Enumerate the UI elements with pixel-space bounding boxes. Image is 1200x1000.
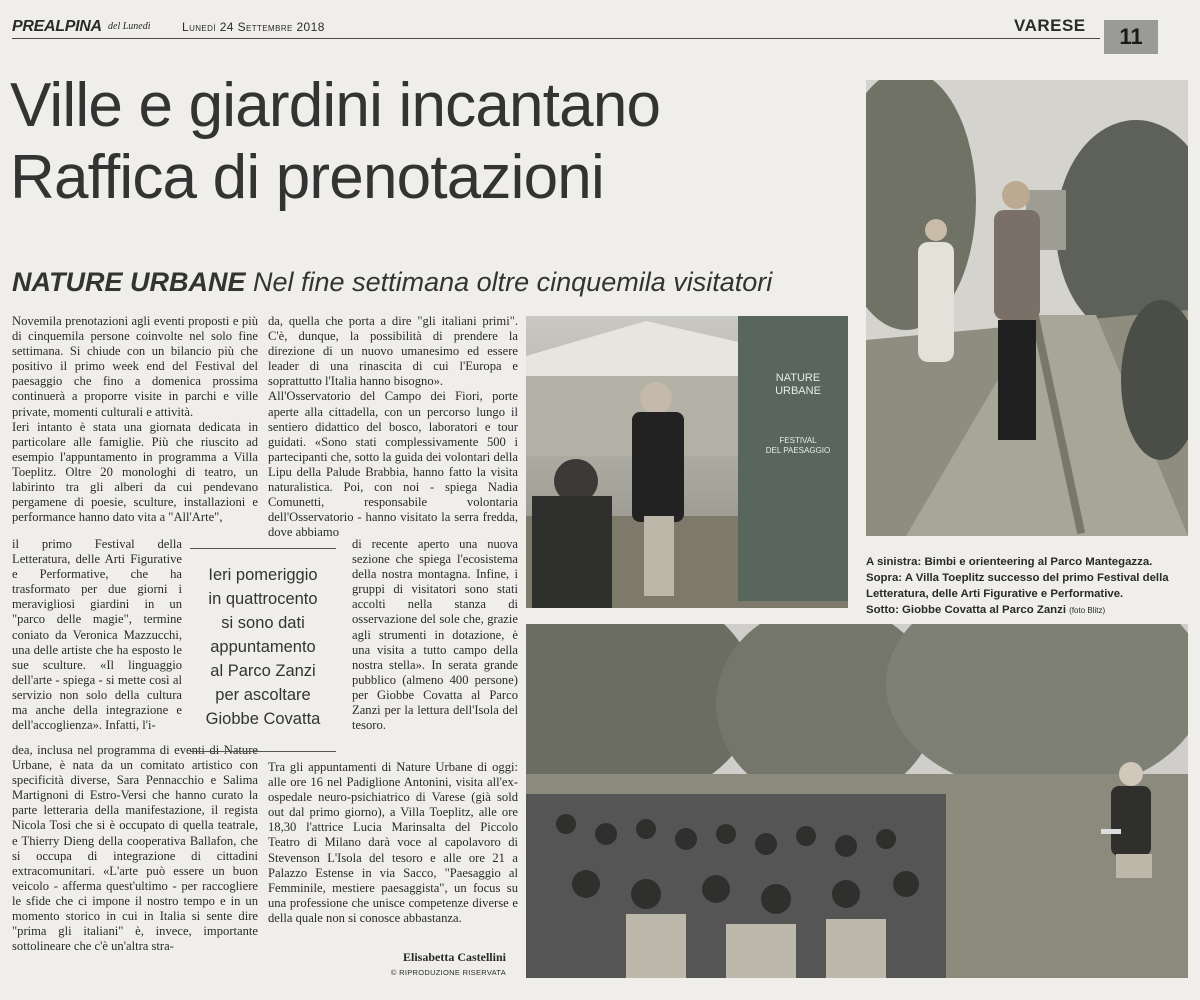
caption-text: Sotto: Giobbe Covatta al Parco Zanzi (866, 604, 1066, 616)
photo-caption (866, 554, 1188, 619)
pull-quote-line: al Parco Zanzi (210, 662, 316, 680)
article-paragraph: All'Osservatorio del Campo dei Fiori, porte aperte alla cittadella, con un percorso lungo il sentiero didattico del bosco, laboratori e tour guidati. «Sono stati complessivamente 500 i partecipanti che, sotto la guida dei volontari della Lipu della Palude Brabbia, hanno fatto la visita naturalistica. Poi, con noi - spiega Nadia Comunetti, responsabile volontaria dell'Osservatorio - hanno visitato la serra fredda, dove abbiamo (268, 389, 518, 540)
headline-line-2: Raffica di prenotazioni (10, 143, 604, 212)
article-paragraph: Ieri intanto è stata una giornata dedicata in particolare alle famiglie. Più che riuscito ad esempio l'appuntamento in programma a Villa Toeplitz. Oltre 20 monologhi di teatro, un labirinto tra gli alberi da cui pendevano pergamene di poesie, sculture, installazioni e performance hanno dato vita a "All'Arte", (12, 419, 258, 525)
headline-line-1: Ville e giardini incantano (10, 71, 661, 140)
newspaper-edition: del Lunedì (108, 21, 151, 32)
article-column-2-bottom (268, 760, 518, 926)
article-column-1-bottom (12, 743, 258, 954)
caption-line (866, 602, 1188, 619)
banner-text: URBANE (775, 385, 821, 397)
festival-banner (758, 372, 838, 456)
subheadline (12, 267, 862, 298)
headline (10, 70, 860, 214)
copyright-notice: © RIPRODUZIONE RISERVATA (390, 968, 506, 977)
article-paragraph: Novemila prenotazioni agli eventi proposti e più di cinquemila persone coinvolte nel solo fine settimana. Si chiude con un bilancio più che positivo il primo week end del Festival del paesaggio che fino a domenica prossima continuerà a proporre visite in parchi e ville private, momenti culturali e attività. (12, 314, 258, 419)
page-number: 11 (1104, 20, 1158, 54)
photo-villa-garden (866, 80, 1188, 536)
photo-festival-stand (526, 316, 848, 608)
article-paragraph: dea, inclusa nel programma di eventi di Nature Urbane, è nata da un comitato artistico con specificità diverse, Sara Pennacchio e Salima Martignoni di Estro-Versi che hanno curato la parte letteraria della manifestazione, il regista Nicola Tosi che si è occupato di quella teatrale, e Thierry Dieng della cooperativa Ballafon, che si occupa di integrazione di cittadini extracomunitari. «L'arte può essere un buon veicolo - afferma quest'ultimo - per raccogliere le sfide che ci impone il nostro tempo e in un momento storico in cui in Italia si sente dire "prima gli italiani" è, invece, importante sottolineare che c'è un'altra stra- (12, 743, 258, 954)
article-column-2-top (268, 314, 518, 540)
photo-credit: (foto Blitz) (1069, 606, 1106, 615)
pull-quote-line: si sono dati (221, 614, 305, 632)
caption-line: A sinistra: Bimbi e orienteering al Parco Mantegazza. (866, 556, 1153, 568)
article-paragraph: Tra gli appuntamenti di Nature Urbane di oggi: alle ore 16 nel Padiglione Antonini, visita all'ex-ospedale neuro-psichiatrico di Varese (già sold out dal primo giorno), a Villa Toeplitz, alle ore 18,30 l'attrice Lucia Marinsalta del Piccolo Teatro di Milano darà voce al capolavoro di Stevenson L'Isola del tesoro e alle ore 21 a Palazzo Estense in via Sacco, "Paesaggio al Femminile, mestiere paesaggista", un focus su una professione che unisce competenze diverse e della quale non si conosce abbastanza. (268, 760, 518, 925)
banner-text: NATURE (775, 372, 821, 384)
pull-quote-line: in quattrocento (208, 590, 318, 608)
issue-date: Lunedì 24 Settembre 2018 (182, 20, 325, 34)
subhead-text: Nel fine settimana oltre cinquemila visitatori (253, 267, 773, 297)
banner-text: FESTIVAL (779, 436, 817, 445)
photo-festival-stand-image (526, 316, 848, 608)
photo-villa-garden-image (866, 80, 1188, 536)
section-name: VARESE (1014, 16, 1086, 35)
subhead-kicker: NATURE URBANE (12, 267, 246, 297)
photo-parco-zanzi-image (526, 624, 1188, 978)
article-paragraph: da, quella che porta a dire "gli italiani primi". C'è, dunque, la possibilità di prendere la direzione di un nuovo umanesimo ed essere leader di una rinascita di cui l'Europa e soprattutto l'Italia hanno bisogno». (268, 314, 518, 389)
photo-parco-zanzi (526, 624, 1188, 978)
article-column-1-top (12, 314, 258, 525)
pull-quote (190, 548, 336, 752)
byline: Elisabetta Castellini (402, 950, 506, 964)
pull-quote-line: per ascoltare (215, 686, 311, 704)
caption-line: Sopra: A Villa Toeplitz successo del primo Festival della Letteratura, delle Arti Figurative e Performative. (866, 572, 1169, 600)
article-paragraph: il primo Festival della Letteratura, delle Arti Figurative e Performative, che ha trasformato per due giorni i meravigliosi giardini in un "parco delle magie", termine coniato da Veronica Mazzucchi, una delle artiste che ha esposto le sue sculture. «Il linguaggio dell'arte - spiega - si mette così al servizio non solo della cultura ma anche della integrazione e dell'accoglienza». Infatti, l'i- (12, 537, 182, 733)
pull-quote-line: Giobbe Covatta (205, 710, 321, 728)
article-column-1-narrow (12, 537, 182, 733)
pull-quote-line: appuntamento (210, 638, 316, 656)
newspaper-logo: PREALPINA (12, 18, 102, 35)
article-paragraph: di recente aperto una nuova sezione che spiega l'ecosistema della nostra montagna. Infine, i gruppi di visitatori sono stati accolti nella stanza di osservazione del sole che, grazie agli strumenti in dotazione, è una visita a tutto campo della nostra stella». In serata grande pubblico (almeno 400 persone) per Giobbe Covatta al Parco Zanzi per la lettura dell'Isola del tesoro. (352, 537, 518, 733)
pull-quote-line: Ieri pomeriggio (208, 566, 318, 584)
article-column-2-narrow (352, 537, 518, 733)
banner-text: DEL PAESAGGIO (765, 446, 831, 455)
masthead (12, 16, 1100, 39)
